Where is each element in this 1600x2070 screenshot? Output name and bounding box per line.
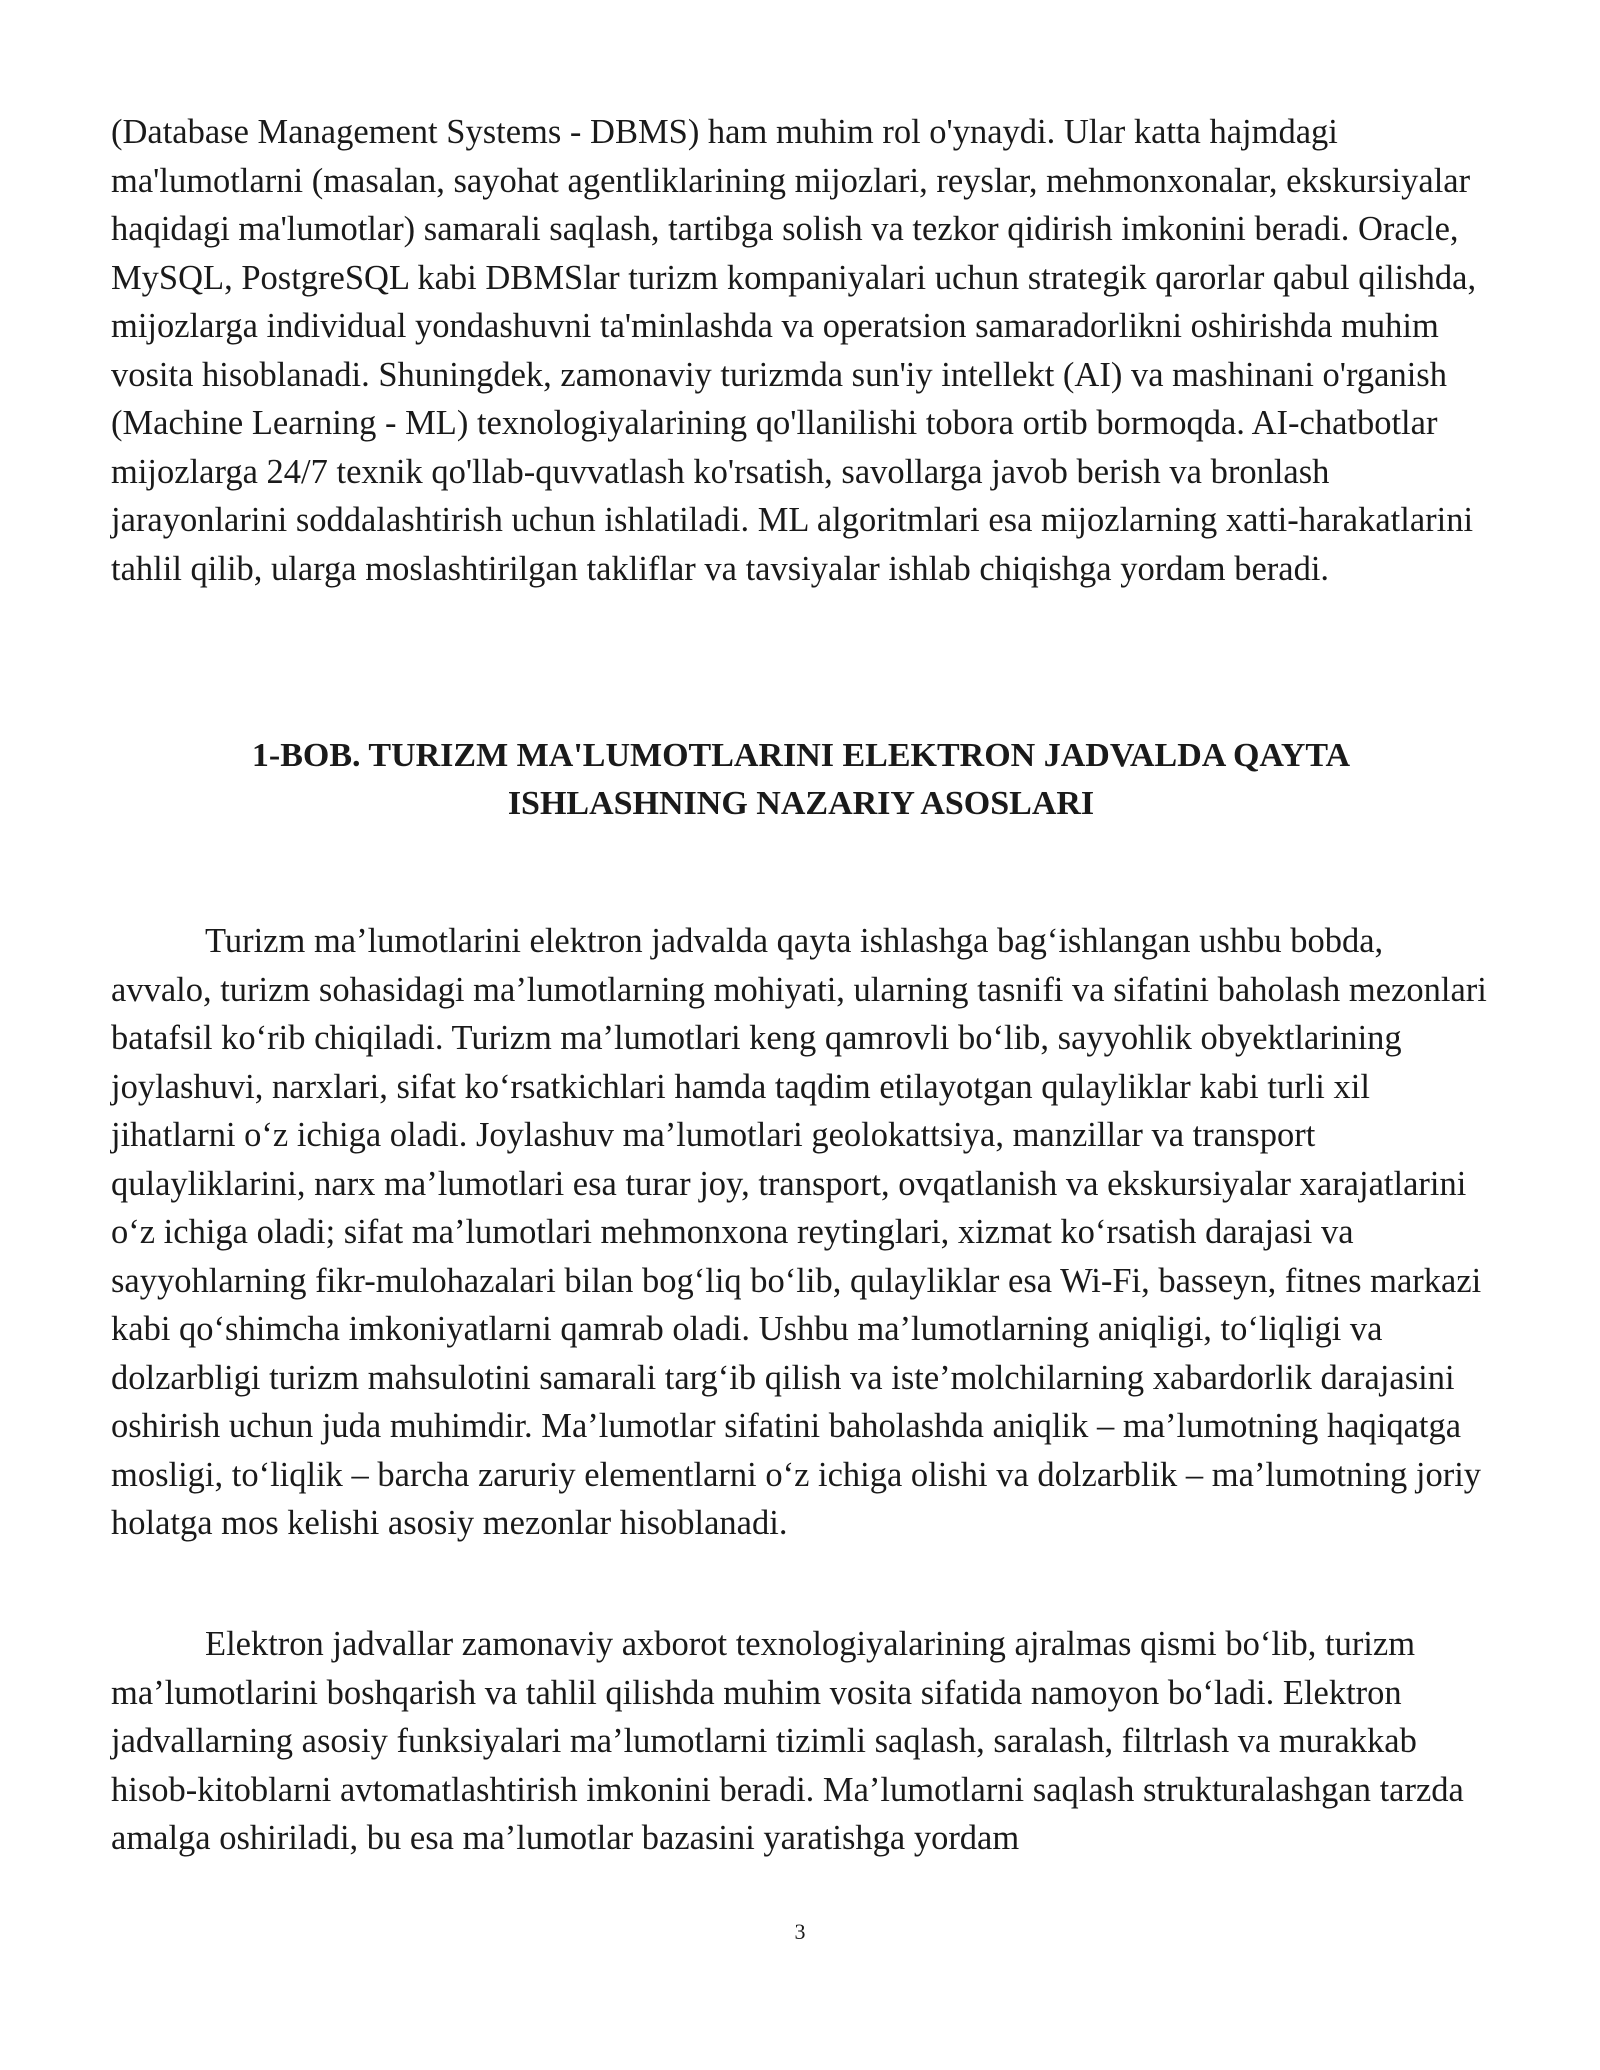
body-paragraph-1: Turizm ma’lumotlarini elektron jadvalda qayta ishlashga bag‘ishlangan ushbu bobda, avvalo, turizm sohasidagi ma’lumotlarning mohiyati, ularning tasnifi va sifatini baholash mezonlari batafsil ko‘rib chiqiladi. Turizm ma’lumotlari keng qamrovli bo‘lib, sayyohlik obyektlarining joylashuvi, narxlari, sifat ko‘rsatkichlari hamda taqdim etilayotgan qulayliklar kabi turli xil jihatlarni o‘z ichiga oladi. Joylashuv ma’lumotlari geolokattsiya, manzillar va transport qulayliklarini, narx ma’lumotlari esa turar joy, transport, ovqatlanish va ekskursiyalar xarajatlarini o‘z ichiga oladi; sifat ma’lumotlari mehmonxona reytinglari, xizmat ko‘rsatish darajasi va sayyohlarning fikr-mulohazalari bilan bog‘liq bo‘lib, qulayliklar esa Wi-Fi, basseyn, fitnes markazi kabi qo‘shimcha imkoniyatlarni qamrab oladi. Ushbu ma’lumotlarning aniqligi, to‘liqligi va dolzarbligi turizm mahsulotini samarali targ‘ib qilish va iste’molchilarning xabardorlik darajasini oshirish uchun juda muhimdir. Ma’lumotlar sifatini baholashda aniqlik – ma’lumotning haqiqatga mosligi, to‘liqlik – barcha zaruriy elementlarni o‘z ichiga olishi va dolzarblik – ma’lumotning joriy holatga mos kelishi asosiy mezonlar hisoblanadi.: [111, 922, 1487, 1542]
body-paragraph-2: Elektron jadvallar zamonaviy axborot texnologiyalarining ajralmas qismi bo‘lib, turizm ma’lumotlarini boshqarish va tahlil qilishda muhim vosita sifatida namoyon bo‘ladi. Elektron jadvallarning asosiy funksiyalari ma’lumotlarni tizimli saqlash, saralash, filtrlash va murakkab hisob-kitoblarni avtomatlashtirish imkonini beradi. Ma’lumotlarni saqlash strukturalashgan tarzda amalga oshiriladi, bu esa ma’lumotlar bazasini yaratishga yordam: [111, 1625, 1464, 1857]
intro-paragraph: (Database Management Systems - DBMS) ham muhim rol o'ynaydi. Ular katta hajmdagi ma'lumotlarni (masalan, sayohat agentliklarining mijozlari, reyslar, mehmonxonalar, ekskursiyalar haqidagi ma'lumotlar) samarali saqlash, tartibga solish va tezkor qidirish imkonini beradi. Oracle, MySQL, PostgreSQL kabi DBMSlar turizm kompaniyalari uchun strategik qarorlar qabul qilishda, mijozlarga individual yondashuvni ta'minlashda va operatsion samaradorlikni oshirishda muhim vosita hisoblanadi. Shuningdek, zamonaviy turizmda sun'iy intellekt (AI) va mashinani o'rganish (Machine Learning - ML) texnologiyalarining qo'llanilishi tobora ortib bormoqda. AI-chatbotlar mijozlarga 24/7 texnik qo'llab-quvvatlash ko'rsatish, savollarga javob berish va bronlash jarayonlarini soddalashtirish uchun ishlatiladi. ML algoritmlari esa mijozlarning xatti-harakatlarini tahlil qilib, ularga moslashtirilgan takliflar va tavsiyalar ishlab chiqishga yordam beradi.: [111, 113, 1477, 588]
chapter-title-line-1: 1-BOB. TURIZM MA'LUMOTLARINI ELEKTRON JADVALDA QAYTA: [251, 737, 1351, 774]
page-number: 3: [794, 1919, 806, 1944]
chapter-title-line-2: ISHLASHNING NAZARIY ASOSLARI: [507, 785, 1095, 822]
chapter-title: [111, 732, 1491, 828]
